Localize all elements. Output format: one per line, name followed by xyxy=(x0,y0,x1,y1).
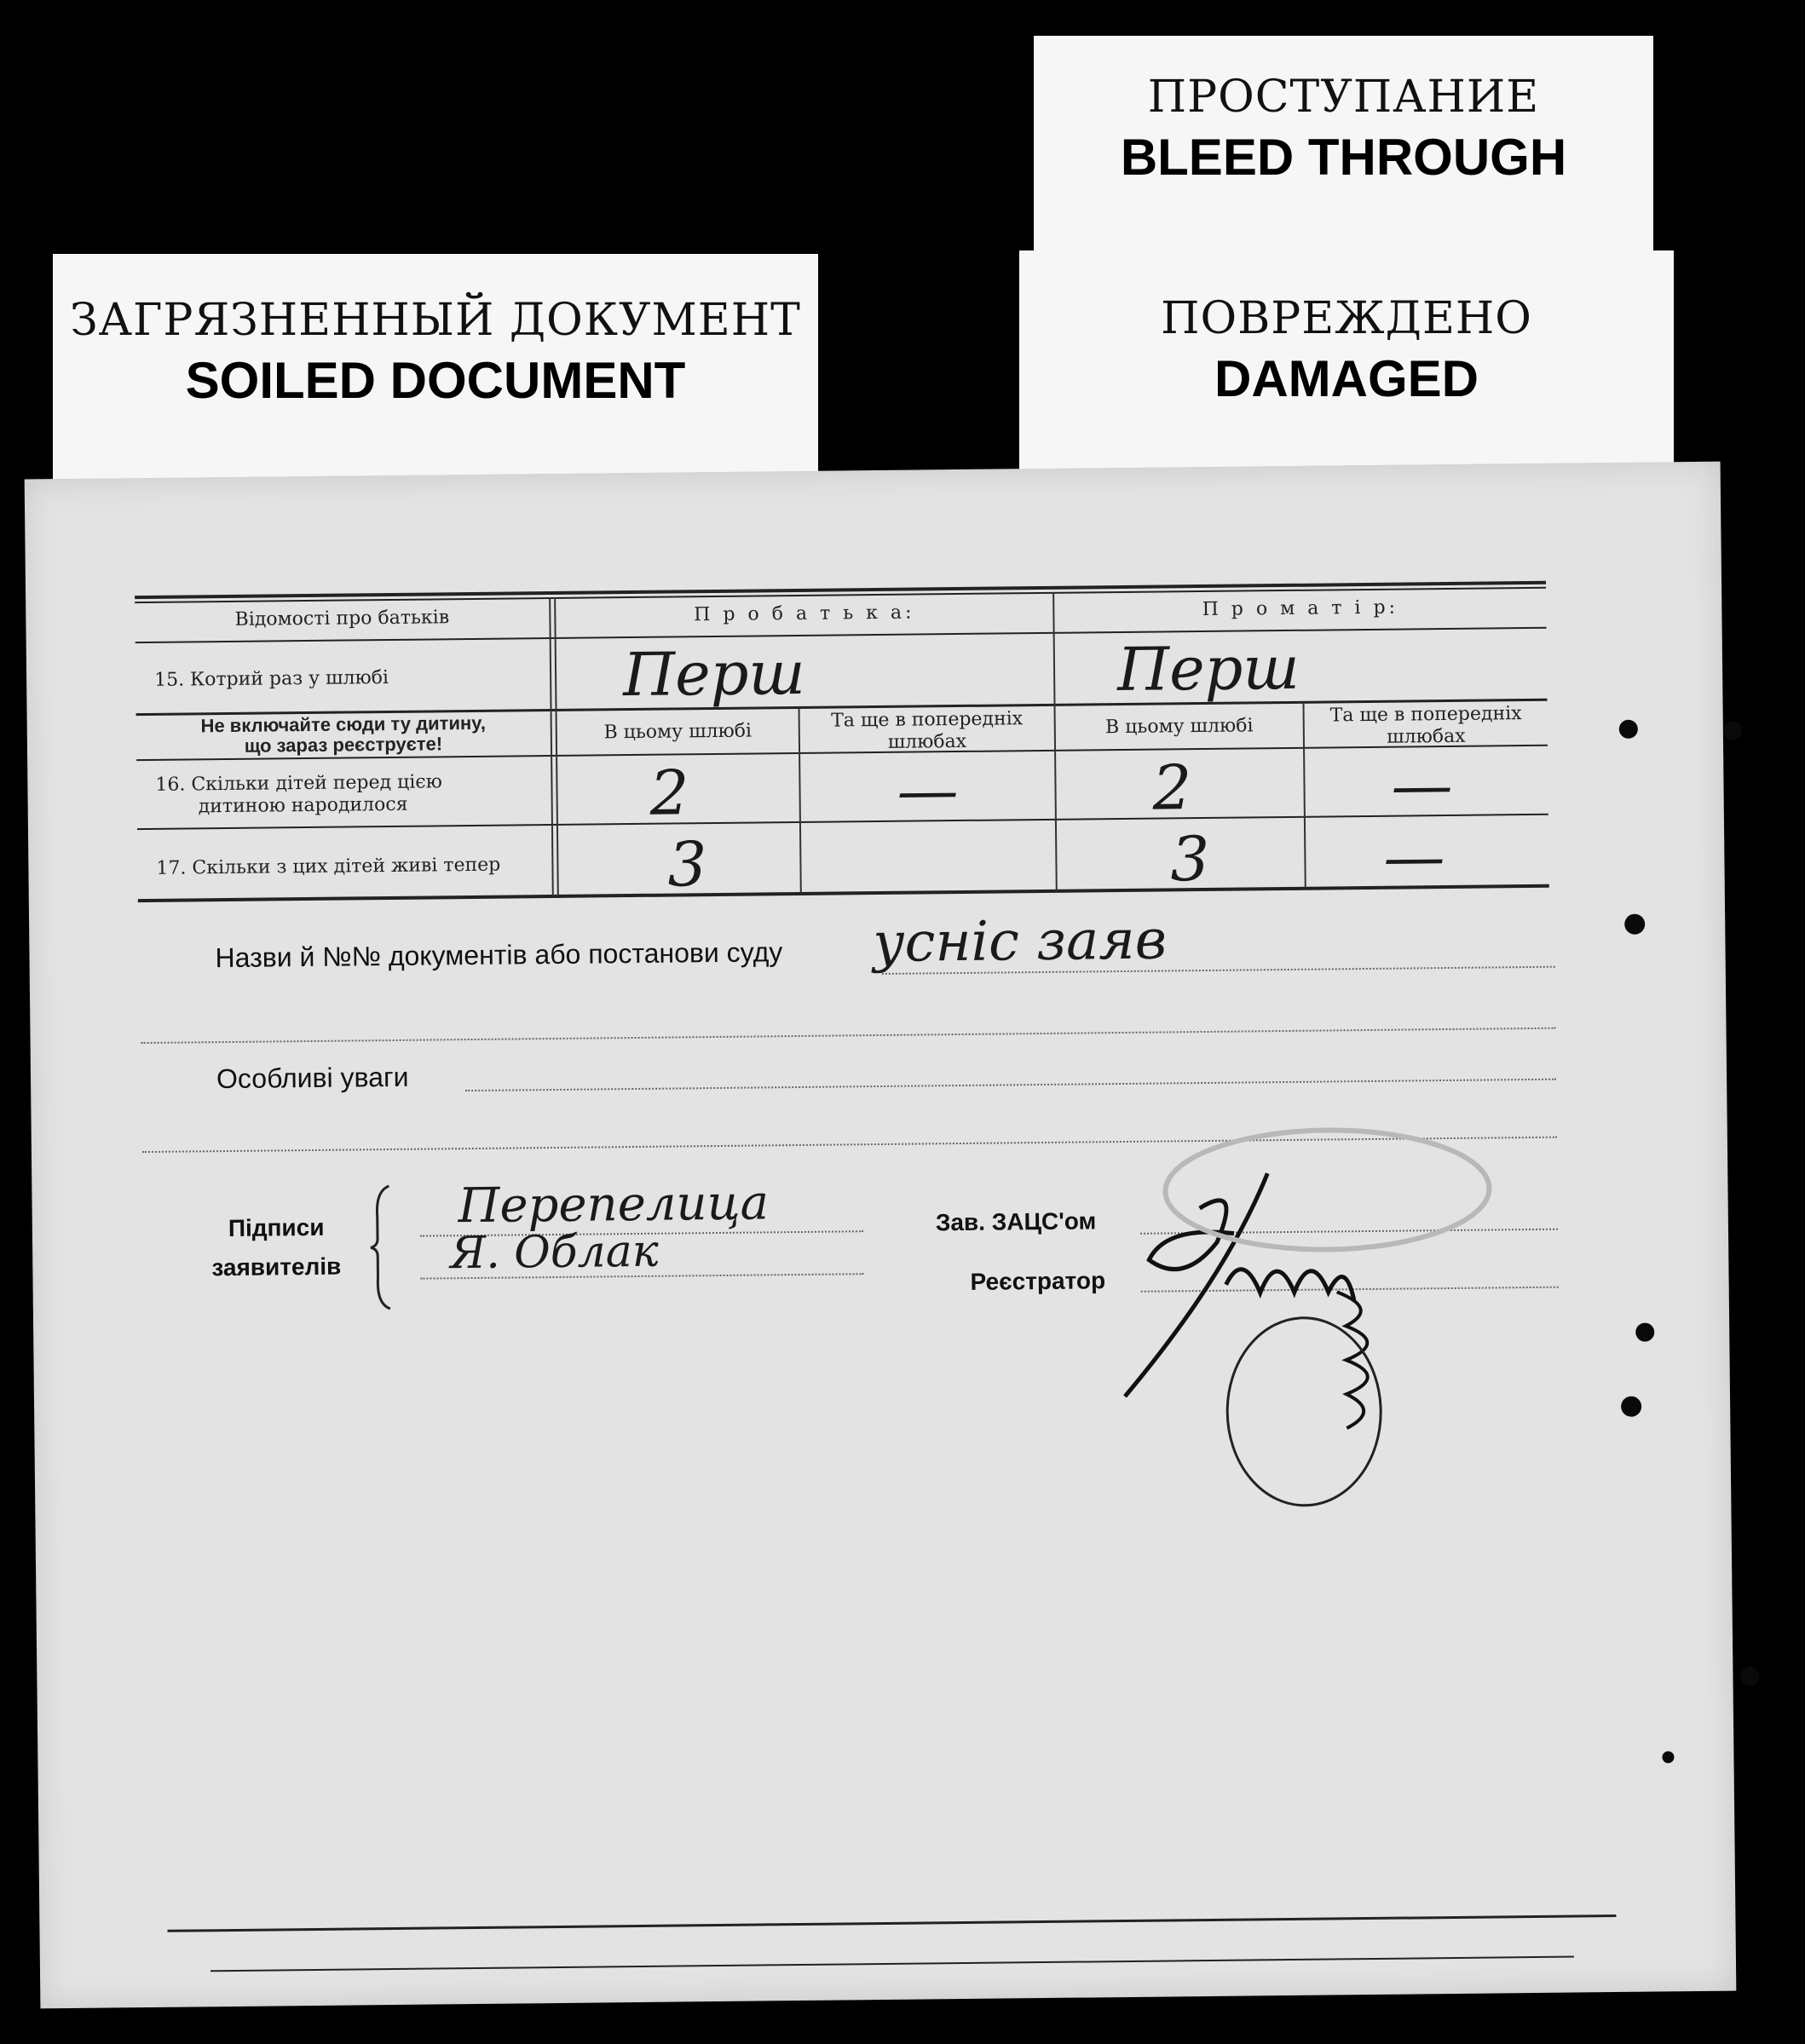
signatures-label-line1: Підписи xyxy=(228,1213,325,1242)
father-this-marriage-header: В цьому шлюбі xyxy=(603,720,753,744)
punch-hole xyxy=(1723,721,1742,740)
punch-hole xyxy=(1662,1751,1674,1763)
row16-father-this: 2 xyxy=(649,757,689,829)
punch-hole xyxy=(1624,914,1645,935)
row16-mother-prev: — xyxy=(1391,748,1453,821)
bottom-rule xyxy=(167,1914,1616,1932)
soiled-document-label-ru: ЗАГРЯЗНЕННЫЙ ДОКУМЕНТ xyxy=(70,295,801,346)
father-previous-marriages-header: Та ще в попередніх шлюбах xyxy=(831,708,1024,753)
damaged-label-ru: ПОВРЕЖДЕНО xyxy=(1161,293,1532,344)
row16-label-line1: 16. Скільки дітей перед цією xyxy=(155,771,442,796)
bleed-through-label-ru: ПРОСТУПАНИЕ xyxy=(1147,72,1540,123)
documents-line-2 xyxy=(141,1028,1556,1044)
zags-head-label: Зав. ЗАЦС'ом xyxy=(935,1207,1097,1236)
damaged-label-en: DAMAGED xyxy=(1214,350,1479,407)
row15-mother-value: Перш xyxy=(1116,632,1300,705)
soiled-document-label-card xyxy=(53,254,818,503)
punch-hole xyxy=(1740,1667,1759,1685)
row16-mother-this: 2 xyxy=(1152,751,1192,824)
mother-previous-marriages-header: Та ще в попередніх шлюбах xyxy=(1329,703,1522,748)
documents-label: Назви й №№ документів або постанови суду xyxy=(215,936,783,974)
row17-mother-prev: — xyxy=(1382,820,1445,893)
row17-label: 17. Скільки з цих дітей живі тепер xyxy=(156,854,501,879)
applicant-signature-2: Я. Облак xyxy=(449,1225,660,1280)
row15-label: 15. Котрий раз у шлюбі xyxy=(154,667,389,691)
special-notes-line xyxy=(465,1079,1556,1091)
punch-hole xyxy=(1619,720,1638,739)
faint-stamp-mark xyxy=(1156,1111,1516,1285)
about-father-header: П р о б а т ь к а: xyxy=(694,602,915,626)
punch-hole xyxy=(1621,1396,1641,1417)
registrar-label: Реєстратор xyxy=(970,1267,1106,1295)
row16-label-line2: дитиною народилося xyxy=(198,793,408,818)
row15-father-value: Перш xyxy=(622,637,806,711)
soiled-document-label-en: SOILED DOCUMENT xyxy=(185,352,686,409)
exclude-child-note-line1: Не включайте сюди ту дитину, xyxy=(200,711,487,737)
bottom-rule-2 xyxy=(210,1956,1574,1972)
special-notes-label: Особливі уваги xyxy=(216,1061,409,1095)
parents-info-header: Відомості про батьків xyxy=(234,607,450,630)
signatures-label-line2: заявителів xyxy=(211,1252,342,1281)
exclude-child-note-line2: що зараз реєструєте! xyxy=(244,733,443,757)
mother-this-marriage-header: В цьому шлюбі xyxy=(1104,715,1254,739)
applicant-signature-1: Перепелица xyxy=(458,1175,770,1235)
row16-father-prev: — xyxy=(897,754,959,826)
damaged-label-card xyxy=(1019,250,1674,487)
signatures-brace xyxy=(368,1183,395,1310)
documents-value: усніс заяв xyxy=(873,908,1168,976)
table-bottom-rule xyxy=(138,884,1549,902)
row17-mother-this: 3 xyxy=(1169,822,1210,895)
divider-label-col-2 xyxy=(554,597,559,896)
bleed-through-label-en: BLEED THROUGH xyxy=(1120,129,1567,186)
row17-father-this: 3 xyxy=(666,828,707,901)
bleed-through-label-card xyxy=(1034,36,1653,259)
about-mother-header: П р о м а т і р: xyxy=(1202,596,1399,621)
punch-hole xyxy=(1635,1322,1654,1341)
document-sheet xyxy=(25,462,1737,2009)
